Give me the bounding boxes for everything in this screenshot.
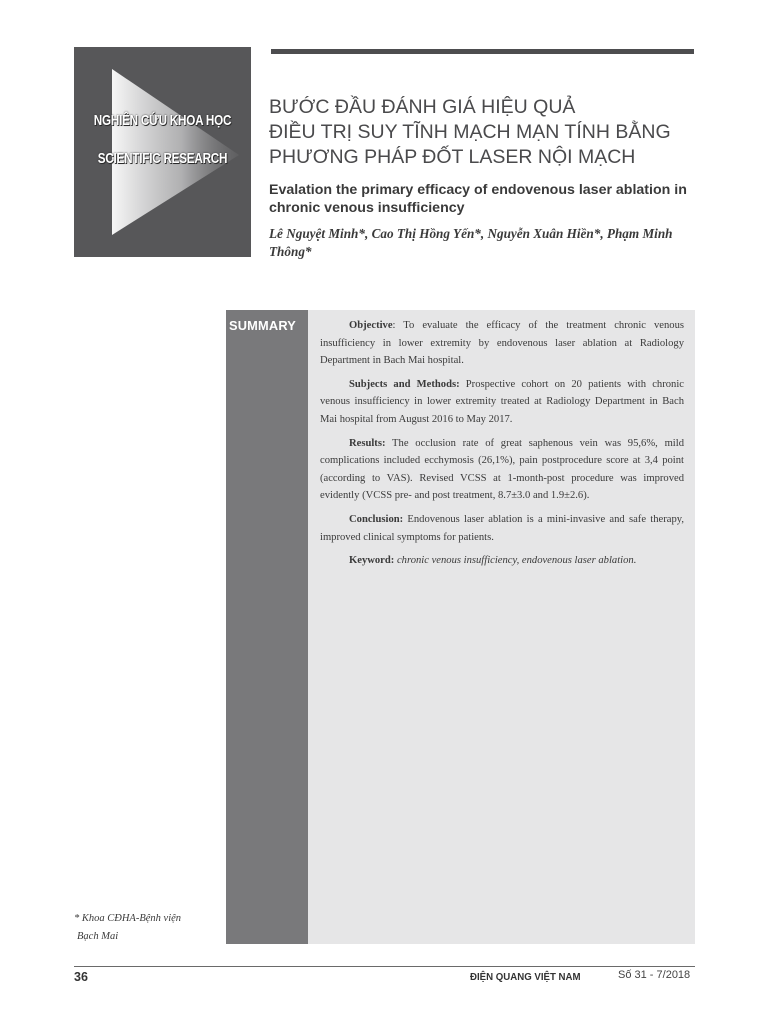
keyword-heading: Keyword: [349,555,395,567]
issue-number: Số 31 - 7/2018 [618,969,691,981]
title-line: PHƯƠNG PHÁP ĐỐT LASER NỘI MẠCH [269,146,636,168]
journal-name: ĐIỆN QUANG VIỆT NAM [470,971,581,983]
footnote-line: Bạch Mai [77,931,119,942]
summary-heading: SUMMARY [229,318,297,333]
title-line: ĐIỀU TRỊ SUY TĨNH MẠCH MẠN TÍNH BẰNG [269,121,671,143]
article-title-english: Evalation the primary efficacy of endovenous laser ablation in chronic venous insufficiency [269,182,687,216]
methods-heading: Subjects and Methods: [349,378,460,390]
badge-label-vn: NGHIÊN CỨU KHOA HỌC [93,112,232,129]
section-badge [74,47,251,257]
methods-text: Prospective cohort on 20 patients with chronic venous insufficiency in lower extremity treated at Radiology Department in Bach Mai hospital from August 2016 to May 2017. [320,378,684,425]
summary-results [320,435,684,505]
objective-text: : To evaluate the efficacy of the treatment chronic venous insufficiency in lower extremity by endovenous laser ablation at Radiology Department in Bach Mai hospital. [320,320,684,367]
summary-sidebar [226,310,308,944]
page-number: 36 [74,970,88,984]
author-list: Lê Nguyệt Minh*, Cao Thị Hồng Yến*, Nguyễn Xuân Hiền*, Phạm Minh Thông* [269,226,673,259]
summary-objective [320,317,684,370]
objective-heading: Objective [349,320,393,331]
conclusion-heading: Conclusion: [349,513,404,525]
summary-keywords [320,552,684,570]
summary-methods [320,376,684,429]
results-heading: Results: [349,437,386,449]
article-title-vietnamese [269,95,709,170]
keyword-text: chronic venous insufficiency, endovenous laser ablation. [394,555,637,567]
footnote-line: * Khoa CĐHA-Bệnh viện [74,913,182,924]
title-line: BƯỚC ĐẦU ĐÁNH GIÁ HIỆU QUẢ [269,96,576,118]
badge-label-en: SCIENTIFIC RESEARCH [97,150,228,167]
header-rule [271,49,694,54]
summary-conclusion [320,511,684,546]
author-affiliation-footnote [74,910,224,946]
results-text: The occlusion rate of great saphenous vein was 95,6%, mild complications included ecchymosis (26,1%), pain postprocedure score at 3,4 point (according to VAS). Revised VCSS at 1-month-post procedure was improved evidently (VCSS pre- and post treatment, 8.7±3.0 and 1.9±2.6). [320,437,684,502]
conclusion-text: Endovenous laser ablation is a mini-invasive and safe therapy, improved clinical symptoms for patients. [320,513,684,543]
footer-rule [74,966,695,967]
summary-body [320,317,684,576]
